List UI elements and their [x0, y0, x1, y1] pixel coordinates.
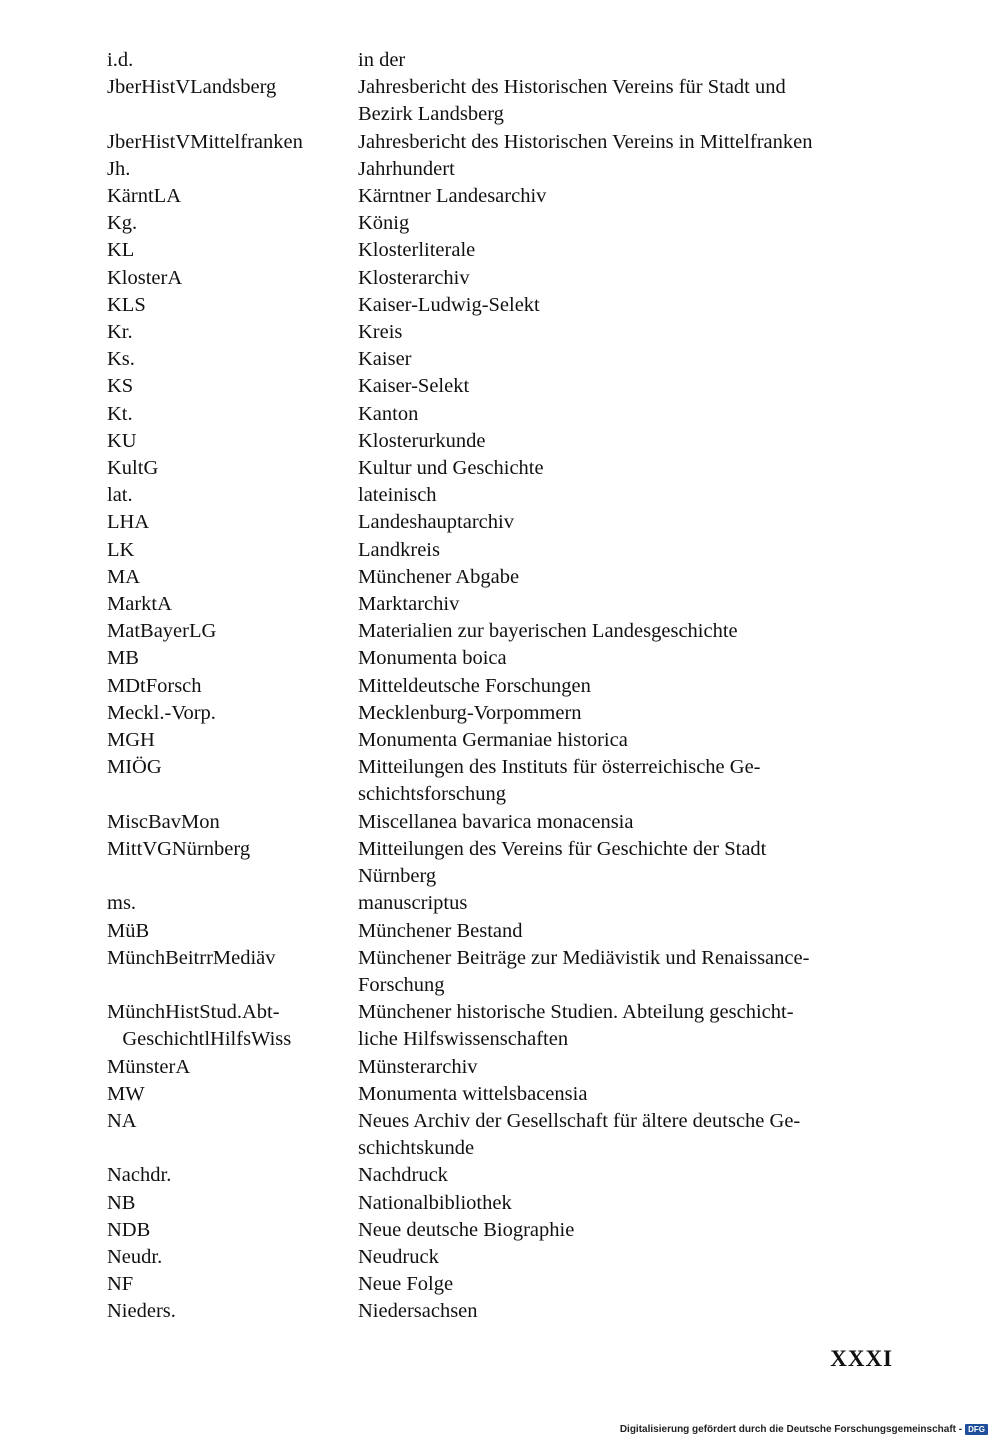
abbreviation-row — [107, 401, 897, 428]
abbreviation-row — [107, 1244, 897, 1271]
expansion-line: Marktarchiv — [358, 593, 460, 616]
dfg-logo-icon: DFG — [965, 1424, 988, 1435]
abbreviation-term: MA — [107, 565, 141, 588]
abbreviation-row — [107, 700, 897, 727]
abbreviation-expansion — [358, 319, 897, 346]
abbreviation-expansion — [358, 700, 897, 727]
abbreviation-expansion — [358, 1108, 897, 1162]
expansion-line: Neudruck — [358, 1245, 439, 1268]
abbreviation-row — [107, 129, 897, 156]
expansion-line: Münchener Bestand — [358, 919, 523, 942]
abbreviation-term: Kr. — [107, 321, 133, 344]
expansion-line: Monumenta Germaniae historica — [358, 729, 628, 752]
abbreviation-row — [107, 183, 897, 210]
expansion-line: Kärntner Landesarchiv — [358, 185, 547, 208]
abbreviation-term: Jh. — [107, 157, 131, 180]
abbreviation-term: Neudr. — [107, 1245, 163, 1268]
abbreviation-row — [107, 1271, 897, 1298]
abbreviation-row — [107, 537, 897, 564]
abbreviation-term: Ks. — [107, 348, 135, 371]
expansion-line: manuscriptus — [358, 892, 468, 915]
expansion-line: Nürnberg — [358, 865, 437, 888]
abbreviation-term: KlosterA — [107, 266, 183, 289]
abbreviation-expansion — [358, 1190, 897, 1217]
abbreviation-expansion — [358, 945, 897, 999]
abbreviation-row — [107, 754, 897, 808]
abbreviation-expansion — [358, 455, 897, 482]
expansion-line: Münchener Beiträge zur Mediävistik und Renaissance- — [358, 946, 810, 969]
expansion-line: Münsterarchiv — [358, 1055, 478, 1078]
abbreviation-term: JberHistVMittelfranken — [107, 130, 303, 153]
abbreviation-term: i.d. — [107, 49, 134, 71]
abbreviation-row — [107, 373, 897, 400]
abbreviation-row — [107, 1108, 897, 1162]
abbreviation-expansion — [358, 754, 897, 808]
abbreviation-expansion — [358, 237, 897, 264]
expansion-line: Forschung — [358, 973, 445, 996]
expansion-line: Kaiser-Ludwig-Selekt — [358, 293, 540, 316]
abbreviation-term: MB — [107, 647, 139, 670]
abbreviation-row — [107, 945, 897, 999]
abbreviation-term: LHA — [107, 511, 150, 534]
abbreviation-expansion — [358, 1271, 897, 1298]
abbreviation-term: KLS — [107, 293, 146, 316]
abbreviation-expansion — [358, 999, 897, 1053]
expansion-line: Klosterarchiv — [358, 266, 470, 289]
abbreviation-expansion — [358, 1162, 897, 1189]
abbreviation-term: MiscBavMon — [107, 810, 220, 833]
abbreviation-term: MünchBeitrrMediäv — [107, 946, 276, 969]
expansion-line: Neue Folge — [358, 1273, 454, 1296]
abbreviation-row — [107, 918, 897, 945]
abbreviation-row — [107, 999, 897, 1053]
expansion-line: in der — [358, 49, 406, 71]
expansion-line: Nachdruck — [358, 1164, 448, 1187]
abbreviation-term: KU — [107, 429, 137, 452]
footer-text: Digitalisierung gefördert durch die Deutsche Forschungsgemeinschaft - — [619, 1424, 963, 1435]
abbreviation-term: LK — [107, 538, 135, 561]
abbreviation-expansion — [358, 401, 897, 428]
abbreviation-term: KärntLA — [107, 185, 182, 208]
abbreviation-expansion — [358, 428, 897, 455]
abbreviation-row — [107, 482, 897, 509]
abbreviation-term: MatBayerLG — [107, 620, 217, 643]
abbreviation-term: NF — [107, 1273, 134, 1296]
expansion-line: Kaiser — [358, 348, 412, 371]
abbreviation-term: MüB — [107, 919, 150, 942]
expansion-line: Monumenta boica — [358, 647, 507, 670]
abbreviation-term: KS — [107, 375, 134, 398]
abbreviation-term: Meckl.-Vorp. — [107, 701, 216, 724]
abbreviation-term: MittVGNürnberg — [107, 837, 251, 860]
abbreviation-row — [107, 591, 897, 618]
expansion-line: Münchener Abgabe — [358, 565, 520, 588]
abbreviation-expansion — [358, 1217, 897, 1244]
abbreviation-row — [107, 428, 897, 455]
abbreviation-row — [107, 564, 897, 591]
abbreviation-term: lat. — [107, 484, 133, 507]
expansion-line: Münchener historische Studien. Abteilung geschicht- — [358, 1001, 794, 1024]
abbreviation-row — [107, 509, 897, 536]
abbreviation-term: NA — [107, 1109, 137, 1132]
abbreviation-expansion — [358, 1244, 897, 1271]
abbreviation-expansion — [358, 809, 897, 836]
abbreviation-row — [107, 1190, 897, 1217]
abbreviation-expansion — [358, 645, 897, 672]
abbreviation-expansion — [358, 74, 897, 128]
expansion-line: Kreis — [358, 321, 403, 344]
expansion-line: Kaiser-Selekt — [358, 375, 470, 398]
abbreviation-term: NDB — [107, 1218, 151, 1241]
abbreviation-term: KultG — [107, 457, 159, 480]
abbreviation-row — [107, 455, 897, 482]
expansion-line: Jahresbericht des Historischen Vereins für Stadt und — [358, 76, 786, 99]
abbreviation-list — [107, 47, 897, 1326]
abbreviation-row — [107, 890, 897, 917]
abbreviation-expansion — [358, 1054, 897, 1081]
abbreviation-row — [107, 809, 897, 836]
abbreviation-expansion — [358, 564, 897, 591]
abbreviation-row — [107, 156, 897, 183]
expansion-line: Bezirk Landsberg — [358, 103, 504, 126]
abbreviation-expansion — [358, 129, 897, 156]
expansion-line: Klosterliterale — [358, 239, 476, 262]
expansion-line: Mitteldeutsche Forschungen — [358, 674, 591, 697]
expansion-line: Neues Archiv der Gesellschaft für ältere deutsche Ge- — [358, 1109, 801, 1132]
abbreviation-row — [107, 1217, 897, 1244]
expansion-line: Niedersachsen — [358, 1300, 478, 1323]
abbreviation-term: Kt. — [107, 402, 133, 425]
abbreviation-row — [107, 265, 897, 292]
expansion-line: Kanton — [358, 402, 419, 425]
expansion-line: Klosterurkunde — [358, 429, 486, 452]
abbreviation-expansion — [358, 482, 897, 509]
abbreviation-expansion — [358, 346, 897, 373]
expansion-line: Mitteilungen des Instituts für österreichische Ge- — [358, 756, 761, 779]
abbreviation-expansion — [358, 1298, 897, 1325]
abbreviation-row — [107, 836, 897, 890]
abbreviation-row — [107, 74, 897, 128]
abbreviation-expansion — [358, 210, 897, 237]
abbreviation-term: ms. — [107, 892, 137, 915]
abbreviation-term: MünsterA — [107, 1055, 191, 1078]
abbreviation-expansion — [358, 890, 897, 917]
abbreviation-expansion — [358, 591, 897, 618]
abbreviation-expansion — [358, 292, 897, 319]
abbreviation-row — [107, 1298, 897, 1325]
abbreviation-expansion — [358, 265, 897, 292]
abbreviation-term: KL — [107, 239, 135, 262]
expansion-line: Mecklenburg-Vorpommern — [358, 701, 582, 724]
abbreviation-expansion — [358, 836, 897, 890]
footer — [620, 1424, 988, 1435]
page-number: XXXI — [830, 1346, 893, 1371]
expansion-line: Landeshauptarchiv — [358, 511, 514, 534]
abbreviation-row — [107, 47, 897, 74]
abbreviation-term: MDtForsch — [107, 674, 202, 697]
abbreviation-row — [107, 237, 897, 264]
expansion-line: Materialien zur bayerischen Landesgeschichte — [358, 620, 738, 643]
abbreviation-expansion — [358, 918, 897, 945]
abbreviation-row — [107, 727, 897, 754]
abbreviation-expansion — [358, 156, 897, 183]
abbreviation-expansion — [358, 673, 897, 700]
expansion-line: Landkreis — [358, 538, 440, 561]
expansion-line: Monumenta wittelsbacensia — [358, 1082, 588, 1105]
abbreviation-expansion — [358, 537, 897, 564]
abbreviation-row — [107, 645, 897, 672]
expansion-line: schichtskunde — [358, 1137, 475, 1160]
expansion-line: Jahresbericht des Historischen Vereins in Mittelfranken — [358, 130, 813, 153]
expansion-line: lateinisch — [358, 484, 437, 507]
abbreviation-term: Nachdr. — [107, 1164, 172, 1187]
expansion-line: Kultur und Geschichte — [358, 457, 544, 480]
abbreviation-row — [107, 292, 897, 319]
expansion-line: Nationalbibliothek — [358, 1191, 512, 1214]
abbreviation-term: MGH — [107, 729, 155, 752]
abbreviation-expansion — [358, 373, 897, 400]
abbreviation-term: MIÖG — [107, 756, 162, 779]
expansion-line: Jahrhundert — [358, 157, 455, 180]
abbreviation-expansion — [358, 183, 897, 210]
abbreviation-term: MünchHistStud.Abt- GeschichtlHilfsWiss — [107, 1001, 292, 1051]
expansion-line: schichtsforschung — [358, 783, 507, 806]
abbreviation-term: MW — [107, 1082, 145, 1105]
abbreviation-term: Nieders. — [107, 1300, 176, 1323]
abbreviation-row — [107, 346, 897, 373]
abbreviation-expansion — [358, 47, 897, 74]
abbreviation-row — [107, 210, 897, 237]
abbreviation-row — [107, 1054, 897, 1081]
expansion-line: König — [358, 212, 410, 235]
expansion-line: liche Hilfswissenschaften — [358, 1028, 569, 1051]
abbreviation-row — [107, 673, 897, 700]
abbreviation-expansion — [358, 1081, 897, 1108]
expansion-line: Neue deutsche Biographie — [358, 1218, 575, 1241]
abbreviation-term: JberHistVLandsberg — [107, 76, 277, 99]
expansion-line: Mitteilungen des Vereins für Geschichte der Stadt — [358, 837, 767, 860]
abbreviation-term: MarktA — [107, 593, 172, 616]
abbreviation-row — [107, 618, 897, 645]
abbreviation-row — [107, 1081, 897, 1108]
abbreviation-expansion — [358, 727, 897, 754]
abbreviation-row — [107, 1162, 897, 1189]
abbreviation-row — [107, 319, 897, 346]
abbreviation-expansion — [358, 618, 897, 645]
abbreviation-term: NB — [107, 1191, 136, 1214]
abbreviation-expansion — [358, 509, 897, 536]
abbreviation-term: Kg. — [107, 212, 138, 235]
expansion-line: Miscellanea bavarica monacensia — [358, 810, 634, 833]
